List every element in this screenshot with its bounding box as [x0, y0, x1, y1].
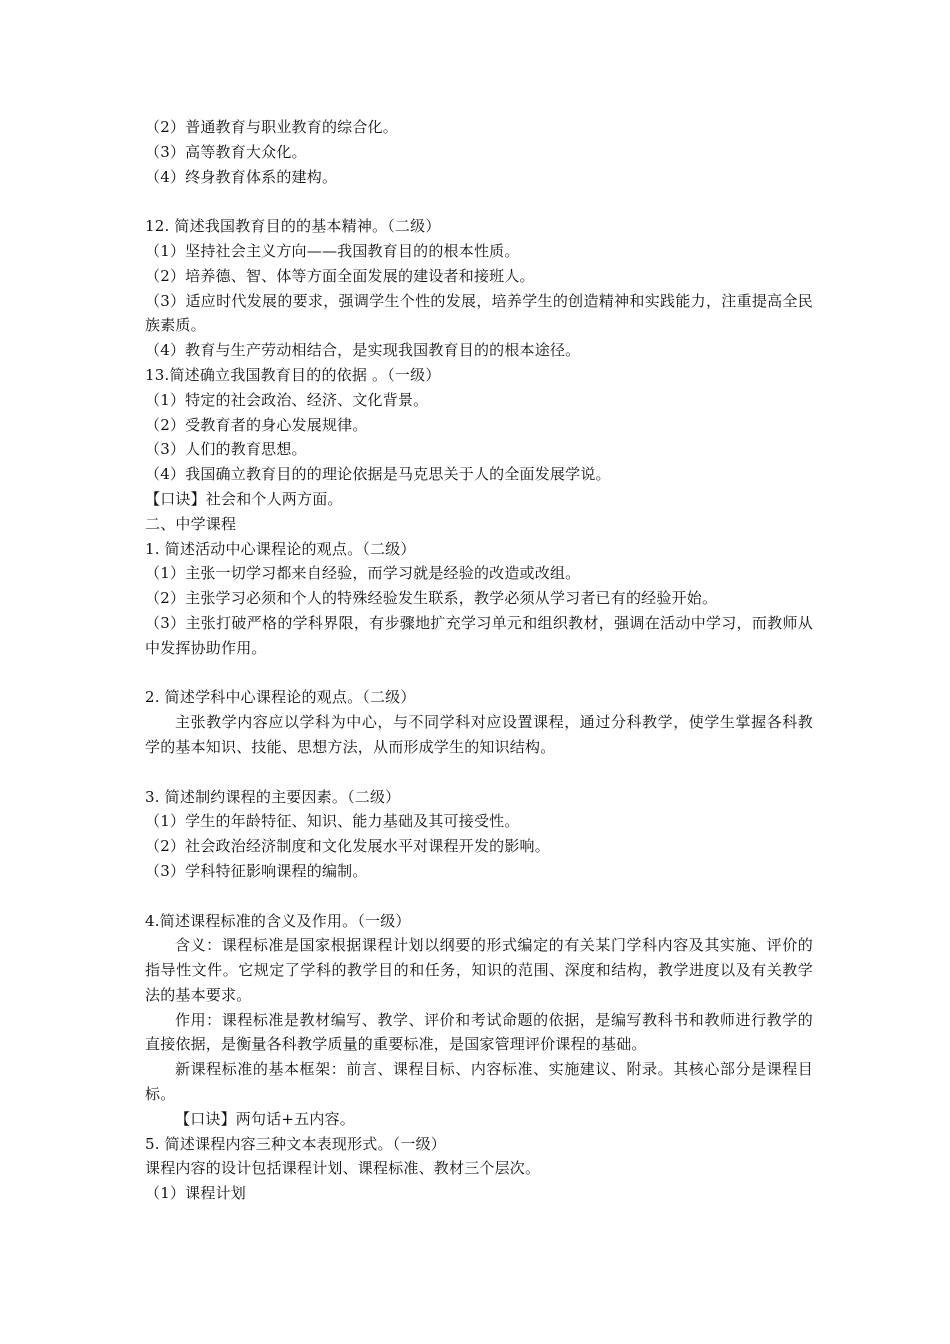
list-item: （3）适应时代发展的要求，强调学生个性的发展，培养学生的创造精神和实践能力，注重提高全民族素质。	[145, 291, 813, 335]
blank-line	[145, 884, 813, 909]
question-title: 4.简述课程标准的含义及作用。（一级）	[145, 911, 411, 930]
list-item: （3）人们的教育思想。	[145, 440, 307, 459]
blank-line	[145, 189, 813, 214]
list-item: （3）主张打破严格的学科界限，有步骤地扩充学习单元和组织教材，强调在活动中学习，而教师从中发挥协助作用。	[145, 613, 813, 657]
question-title: 12. 简述我国教育目的的基本精神。（二级）	[145, 217, 441, 236]
list-item: （2）主张学习必须和个人的特殊经验发生联系，教学必须从学习者已有的经验开始。	[145, 589, 718, 608]
list-item: （1）学生的年龄特征、知识、能力基础及其可接受性。	[145, 812, 520, 831]
list-item: （1）主张一切学习都来自经验，而学习就是经验的改造或改组。	[145, 564, 581, 583]
list-item: （1）课程计划	[145, 1184, 246, 1203]
meaning-paragraph: 含义：课程标准是国家根据课程计划以纲要的形式编定的有关某门学科内容及其实施、评价的指导性文件。它规定了学科的教学目的和任务，知识的范围、深度和结构，教学进度以及有关教学法的基本要求。	[145, 936, 813, 1004]
intro-text: 课程内容的设计包括课程计划、课程标准、教材三个层次。	[145, 1159, 541, 1178]
section-heading: 二、中学课程	[145, 514, 237, 533]
list-item: （2）普通教育与职业教育的综合化。	[145, 118, 398, 136]
list-item: （4）教育与生产劳动相结合，是实现我国教育目的的根本途径。	[145, 341, 581, 360]
document-page	[145, 115, 813, 1206]
list-item: （3）学科特征影响课程的编制。	[145, 861, 368, 880]
mnemonic: 【口诀】两句话+五内容。	[175, 1109, 355, 1128]
function-paragraph: 作用：课程标准是教材编写、教学、评价和考试命题的依据，是编写教科书和教师进行教学的直接依据，是衡量各科教学质量的重要标准，是国家管理评价课程的基础。	[145, 1010, 813, 1054]
question-title: 5. 简述课程内容三种文本表现形式。（一级）	[145, 1134, 446, 1153]
question-title: 3. 简述制约课程的主要因素。（二级）	[145, 787, 401, 806]
list-item: （2）社会政治经济制度和文化发展水平对课程开发的影响。	[145, 837, 550, 856]
course-question-5	[145, 1132, 813, 1206]
list-item: （2）受教育者的身心发展规律。	[145, 415, 368, 434]
question-title: 2. 简述学科中心课程论的观点。（二级）	[145, 688, 416, 707]
course-question-3	[145, 785, 813, 884]
blank-line	[145, 661, 813, 686]
framework-paragraph: 新课程标准的基本框架：前言、课程目标、内容标准、实施建议、附录。其核心部分是课程目标。	[145, 1060, 813, 1104]
course-question-1	[145, 537, 813, 661]
course-question-2	[145, 685, 813, 759]
list-item: （4）我国确立教育目的的理论依据是马克思关于人的全面发展学说。	[145, 465, 611, 484]
list-item: （1）坚持社会主义方向——我国教育目的的根本性质。	[145, 241, 520, 260]
course-question-4	[145, 909, 813, 1132]
question-title: 1. 简述活动中心课程论的观点。（二级）	[145, 539, 416, 558]
list-item: （2）培养德、智、体等方面全面发展的建设者和接班人。	[145, 266, 535, 285]
block-1-list	[145, 115, 813, 189]
list-item: （4）终身教育体系的建构。	[145, 167, 338, 186]
answer-paragraph: 主张教学内容应以学科为中心，与不同学科对应设置课程，通过分科教学，使学生掌握各科教学的基本知识、技能、思想方法，从而形成学生的知识结构。	[145, 713, 813, 756]
question-12	[145, 214, 813, 363]
list-item: （3）高等教育大众化。	[145, 142, 307, 161]
question-13	[145, 363, 813, 512]
list-item: （1）特定的社会政治、经济、文化背景。	[145, 390, 429, 409]
mnemonic: 【口诀】社会和个人两方面。	[145, 489, 343, 508]
question-title: 13.简述确立我国教育目的的依据 。（一级）	[145, 365, 441, 384]
blank-line	[145, 760, 813, 785]
